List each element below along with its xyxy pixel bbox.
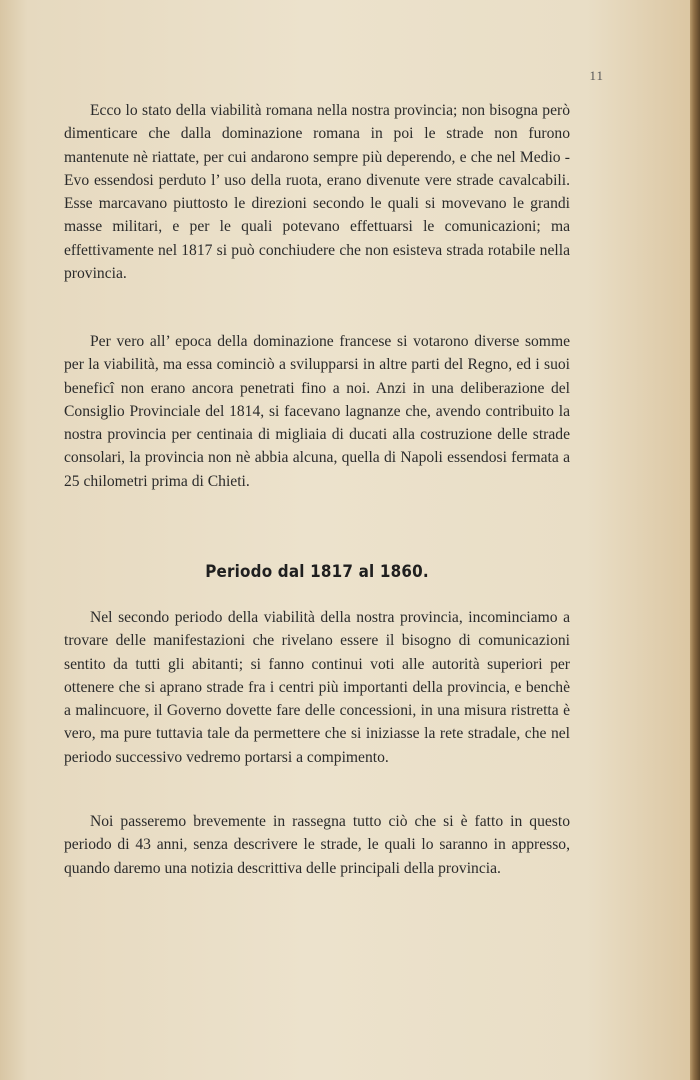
paragraph-french-domination: Per vero all’ epoca della dominazione francese si votarono diverse somme per la viabilità, ma essa cominciò a svilupparsi in altre parti del Regno, ed i suoi beneficî non erano ancora penetrati fino a noi. Anzi in una deliberazione del Consiglio Provinciale del 1814, si facevano lagnanze che, avendo contribuito la nostra provincia per centinaia di migliaia di ducati alla costruzione delle strade consolari, la provincia non nè abbia alcuna, quella di Napoli essendosi fermata a 25 chilometri prima di Chieti. (64, 333, 570, 490)
paragraph-review: Noi passeremo brevemente in rassegna tutto ciò che si è fatto in questo periodo di 43 anni, senza descrivere le strade, le quali lo saranno in appresso, quando daremo una notizia descrittiva delle principali della provincia. (64, 813, 570, 877)
section-heading: Periodo dal 1817 al 1860. (205, 562, 429, 581)
paragraph-roman-roads: Ecco lo stato della viabilità romana nella nostra provincia; non bisogna però dimenticare che dalla dominazione romana in poi le strade non furono mantenute nè riattate, per cui andarono sempre più deperendo, e che nel Medio - Evo essendosi perduto l’ uso della ruota, erano divenute vere strade cavalcabili. Esse marcavano piuttosto le direzioni secondo le quali si movevano le grandi masse militari, e per le quali potevano effettuarsi le comunicazioni; ma effettivamente nel 1817 si può conchiudere che non esisteva strada rotabile nella provincia. (64, 102, 570, 283)
paragraph-second-period: Nel secondo periodo della viabilità della nostra provincia, incominciamo a trovare delle manifestazioni che rivelano essere il bisogno di comunicazioni sentito da tutti gli abitanti; si fanno continui voti alle autorità superiori per ottenere che si aprano strade fra i centri più importanti della provincia, e benchè a malincuore, il Governo dovette fare delle concessioni, in una misura ristretta è vero, ma pure tuttavia tale da permettere che si iniziasse la rete stradale, che nel periodo successivo vedremo portarsi a compimento. (64, 609, 570, 766)
page-number: 11 (589, 68, 604, 83)
book-page-edge (690, 0, 700, 1080)
